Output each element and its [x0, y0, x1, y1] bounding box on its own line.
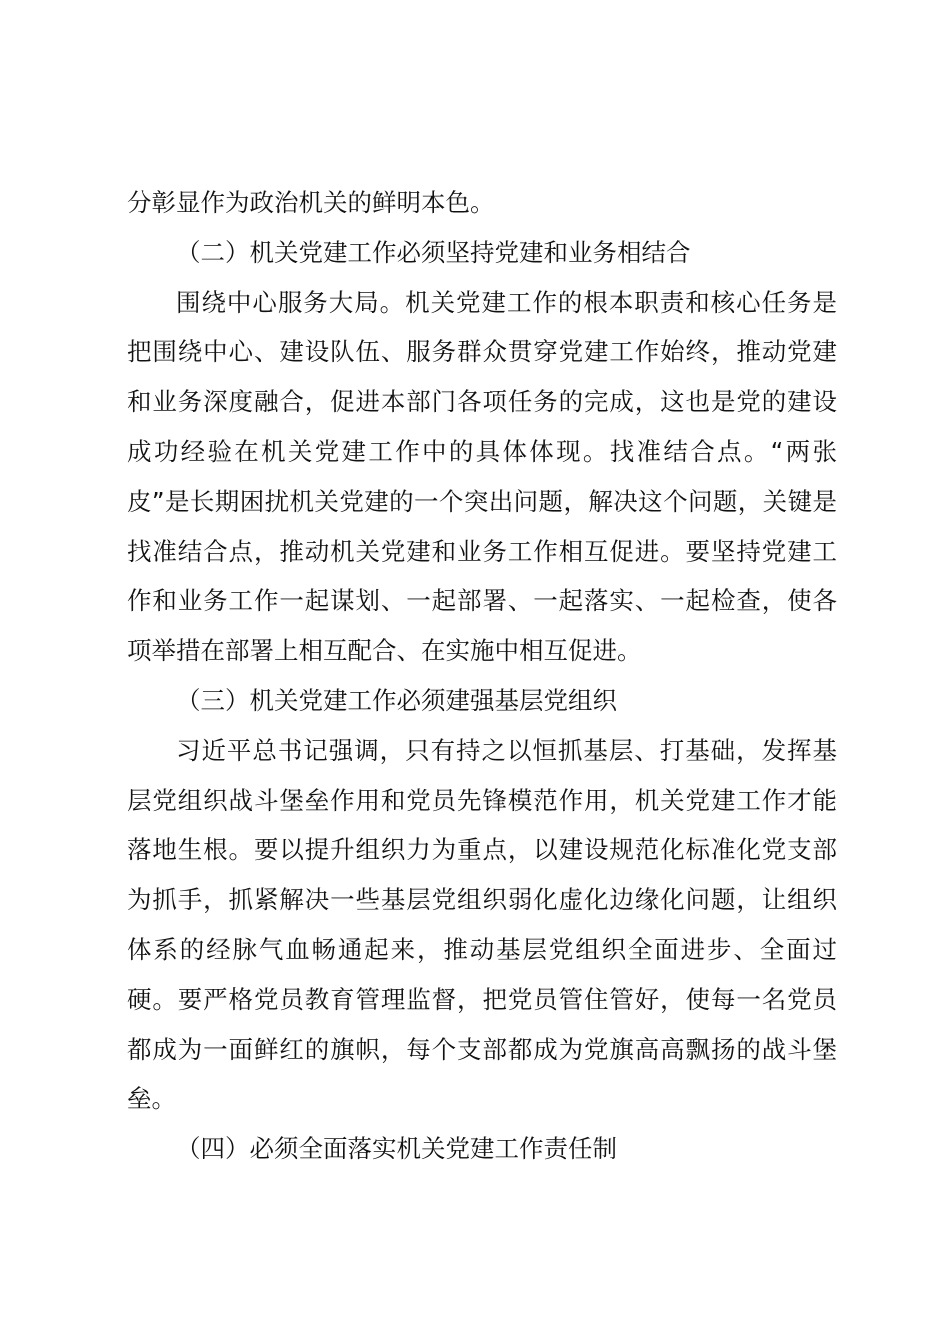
section-heading-4: （四）必须全面落实机关党建工作责任制 [176, 1134, 617, 1164]
section-heading-3: （三）机关党建工作必须建强基层党组织 [176, 685, 617, 715]
paragraph-continued: 分彰显作为政治机关的鲜明本色。 [127, 188, 495, 217]
section-heading-2: （二）机关党建工作必须坚持党建和业务相结合 [176, 237, 691, 267]
paragraph-body-3: 习近平总书记强调，只有持之以恒抓基层、打基础，发挥基层党组织战斗堡垒作用和党员先锋模范作用，机关党建工作才能落地生根。要以提升组织力为重点，以建设规范化标准化党支部为抓手，抓紧解决一些基层党组织弱化虚化边缘化问题，让组织体系的经脉气血畅通起来，推动基层党组织全面进步、全面过硬。要严格党员教育管理监督，把党员管住管好，使每一名党员都成为一面鲜红的旗帜，每个支部都成为党旗高高飘扬的战斗堡垒。 [127, 735, 837, 1114]
paragraph-body-2: 围绕中心服务大局。机关党建工作的根本职责和核心任务是把围绕中心、建设队伍、服务群众贯穿党建工作始终，推动党建和业务深度融合，促进本部门各项任务的完成，这也是党的建设成功经验在机关党建工作中的具体体现。找准结合点。“两张皮”是长期困扰机关党建的一个突出问题，解决这个问题，关键是找准结合点，推动机关党建和业务工作相互促进。要坚持党建工作和业务工作一起谋划、一起部署、一起落实、一起检查，使各项举措在部署上相互配合、在实施中相互促进。 [127, 287, 837, 666]
document-body [127, 178, 837, 1174]
